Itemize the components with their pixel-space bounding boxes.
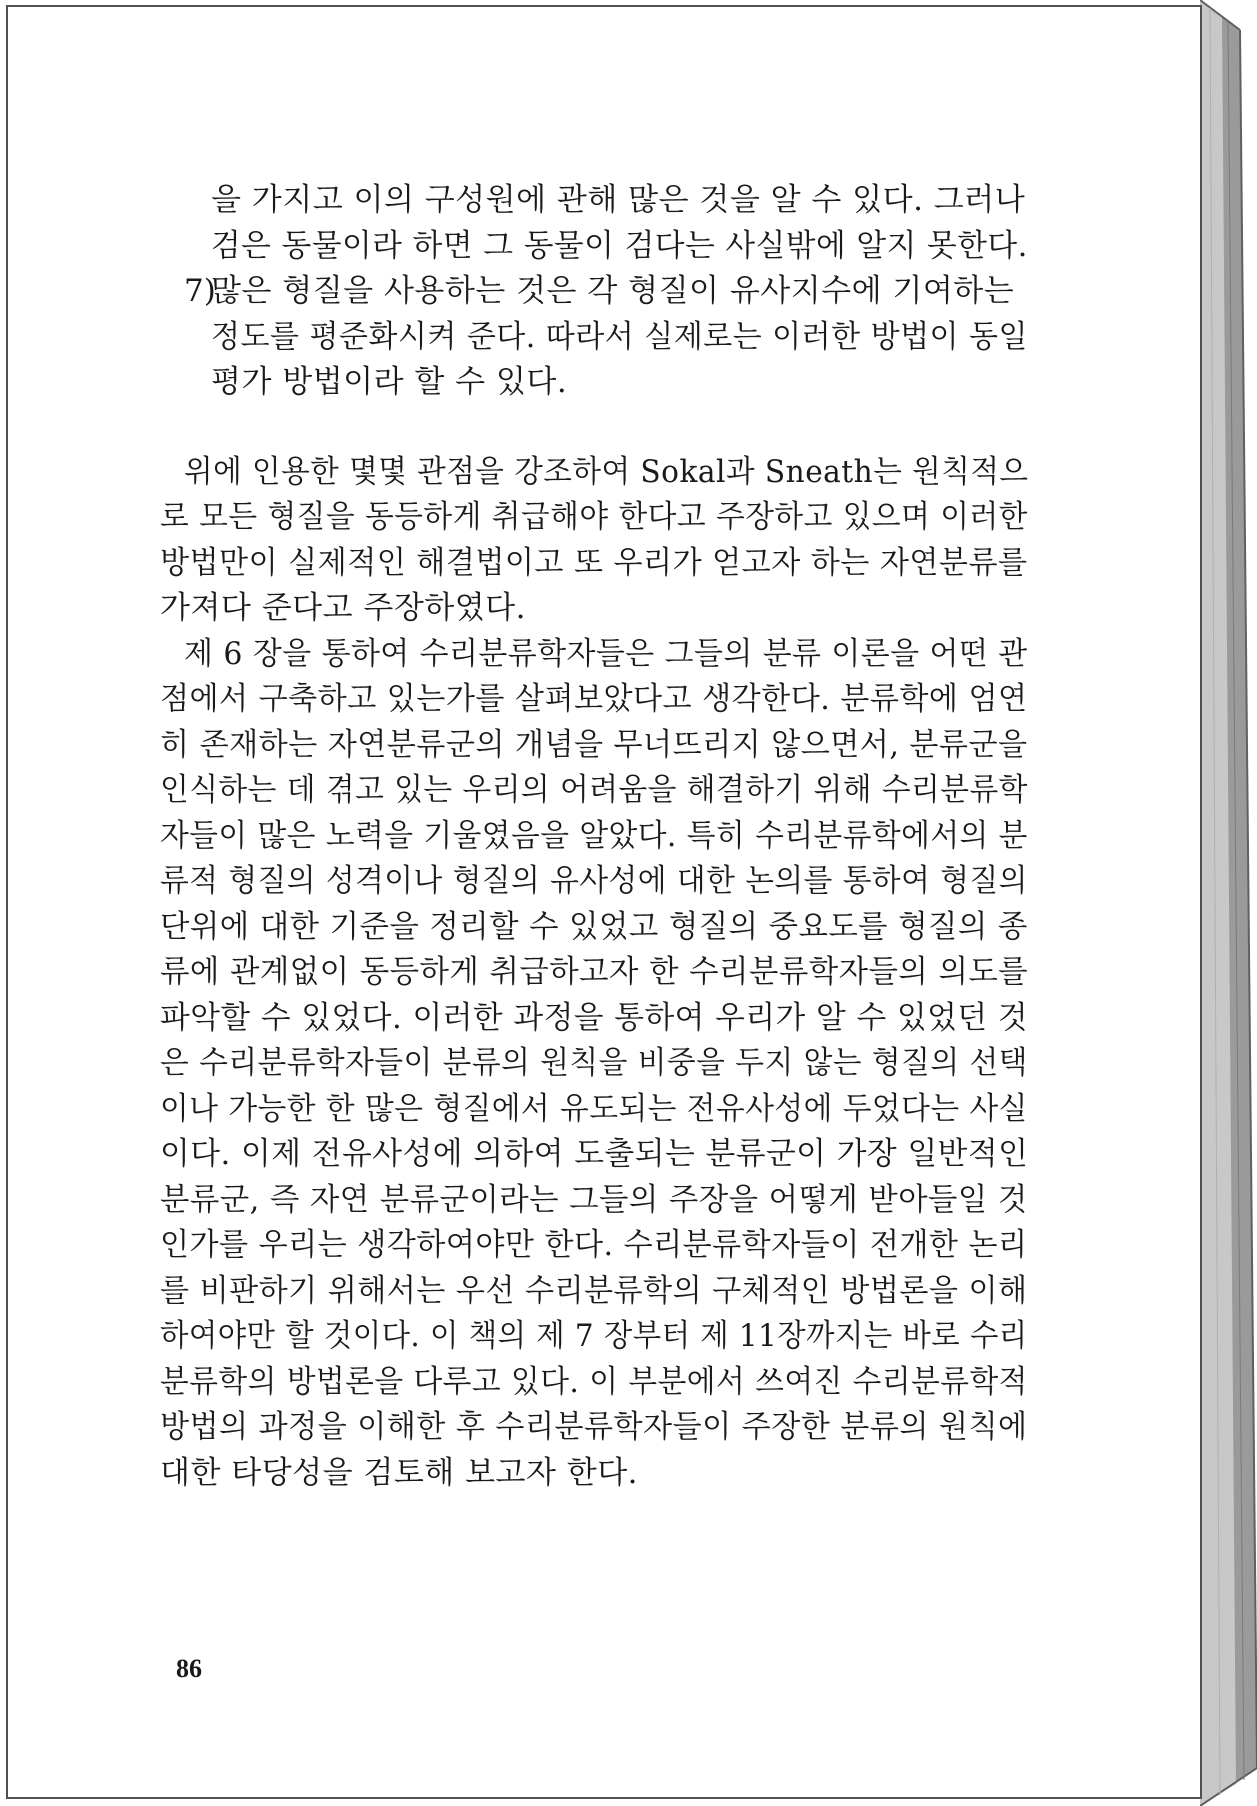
list-continuation-line: 을 가지고 이의 구성원에 관해 많은 것을 알 수 있다. 그러나 — [211, 182, 1026, 218]
list-item-line: 많은 형질을 사용하는 것은 각 형질이 유사지수에 기여하는 — [211, 273, 1015, 309]
book-page — [6, 5, 1202, 1799]
list-item-line: 평가 방법이라 할 수 있다. — [211, 364, 568, 400]
paragraph-line: 분류군, 즉 자연 분류군이라는 그들의 주장을 어떻게 받아들일 것 — [160, 1182, 1028, 1218]
list-continuation-line: 검은 동물이라 하면 그 동물이 검다는 사실밖에 알지 못한다. — [211, 228, 1028, 264]
paragraph-line: 하여야만 할 것이다. 이 책의 제 7 장부터 제 11장까지는 바로 수리 — [160, 1318, 1028, 1354]
paragraph-line: 가져다 준다고 주장하였다. — [160, 590, 526, 626]
book-page-edges — [1200, 0, 1257, 1806]
paragraph-line: 방법만이 실제적인 해결법이고 또 우리가 얻고자 하는 자연분류를 — [160, 545, 1028, 581]
list-item-number: 7) — [184, 273, 216, 309]
paragraph-line: 류적 형질의 성격이나 형질의 유사성에 대한 논의를 통하여 형질의 — [160, 863, 1028, 899]
paragraph-line: 인가를 우리는 생각하여야만 한다. 수리분류학자들이 전개한 논리 — [160, 1227, 1028, 1263]
paragraph-line: 제 6 장을 통하여 수리분류학자들은 그들의 분류 이론을 어떤 관 — [184, 636, 1028, 672]
paragraph-line: 대한 타당성을 검토해 보고자 한다. — [160, 1455, 639, 1491]
paragraph-line: 분류학의 방법론을 다루고 있다. 이 부분에서 쓰여진 수리분류학적 — [160, 1364, 1028, 1400]
paragraph-line: 점에서 구축하고 있는가를 살펴보았다고 생각한다. 분류학에 엄연 — [160, 681, 1028, 717]
paragraph-line: 류에 관계없이 동등하게 취급하고자 한 수리분류학자들의 의도를 — [160, 954, 1029, 990]
paragraph-line: 단위에 대한 기준을 정리할 수 있었고 형질의 중요도를 형질의 종 — [160, 909, 1028, 945]
paragraph-line: 로 모든 형질을 동등하게 취급해야 한다고 주장하고 있으며 이러한 — [160, 499, 1028, 535]
paragraph-line: 히 존재하는 자연분류군의 개념을 무너뜨리지 않으면서, 분류군을 — [160, 727, 1028, 763]
paragraph-line: 파악할 수 있었다. 이러한 과정을 통하여 우리가 알 수 있었던 것 — [160, 1000, 1029, 1036]
page-number: 86 — [176, 1654, 202, 1683]
list-item-line: 정도를 평준화시켜 준다. 따라서 실제로는 이러한 방법이 동일 — [211, 319, 1028, 355]
paragraph-line: 이다. 이제 전유사성에 의하여 도출되는 분류군이 가장 일반적인 — [160, 1136, 1029, 1172]
paragraph-line: 위에 인용한 몇몇 관점을 강조하여 Sokal과 Sneath는 원칙적으 — [184, 454, 1029, 490]
paragraph-line: 자들이 많은 노력을 기울였음을 알았다. 특히 수리분류학에서의 분 — [160, 818, 1028, 854]
paragraph-line: 방법의 과정을 이해한 후 수리분류학자들이 주장한 분류의 원칙에 — [160, 1409, 1028, 1445]
paragraph-line: 를 비판하기 위해서는 우선 수리분류학의 구체적인 방법론을 이해 — [160, 1273, 1028, 1309]
paragraph-line: 인식하는 데 겪고 있는 우리의 어려움을 해결하기 위해 수리분류학 — [160, 772, 1028, 808]
paragraph-line: 은 수리분류학자들이 분류의 원칙을 비중을 두지 않는 형질의 선택 — [160, 1045, 1028, 1081]
paragraph-line: 이나 가능한 한 많은 형질에서 유도되는 전유사성에 두었다는 사실 — [160, 1091, 1028, 1127]
